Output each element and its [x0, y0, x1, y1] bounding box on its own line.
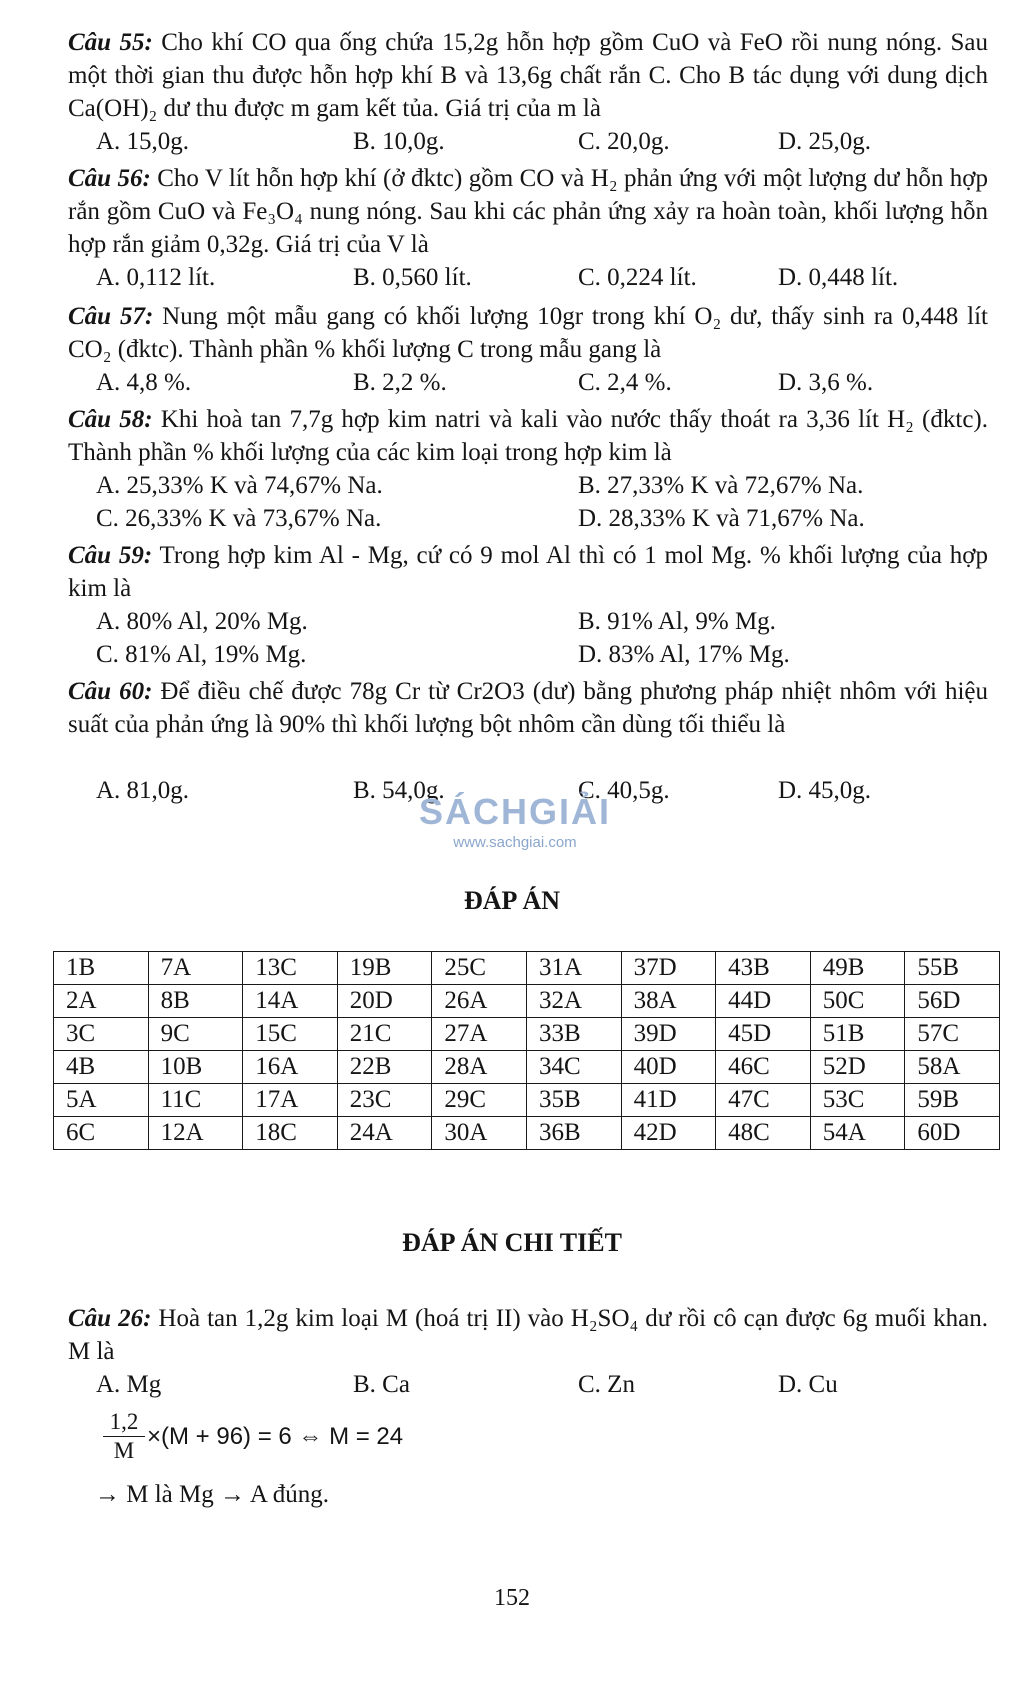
answer-cell: 22B [337, 1051, 432, 1084]
option-a: A. 0,112 lít. [96, 264, 216, 291]
answer-cell: 34C [526, 1051, 621, 1084]
answer-cell: 46C [716, 1051, 811, 1084]
answer-cell: 39D [621, 1018, 716, 1051]
question-label: Câu 56: [68, 165, 151, 192]
answer-cell: 29C [432, 1084, 527, 1117]
detail-options [68, 1368, 988, 1401]
option-d: D. 25,0g. [778, 128, 872, 155]
question-60 [68, 675, 988, 741]
option-c: C. Zn [578, 1371, 635, 1398]
question-text: Khi hoà tan 7,7g hợp kim natri và kali vào nước thấy thoát ra 3,36 lít H₂ (đktc). Thành phần % khối lượng của các kim loại trong hợp kim là [68, 406, 988, 466]
option-b: B. 27,33% K và 72,67% Na. [578, 472, 864, 499]
question-59-options-row2 [68, 638, 988, 671]
fraction-denominator: M [113, 1438, 135, 1463]
option-d: D. Cu [778, 1371, 838, 1398]
option-b: B. 10,0g. [353, 128, 445, 155]
answer-cell: 33B [526, 1018, 621, 1051]
option-a: A. 4,8 %. [96, 369, 192, 396]
answer-cell: 8B [148, 985, 243, 1018]
answer-cell: 6C [54, 1117, 149, 1150]
answer-cell: 14A [243, 985, 338, 1018]
question-58-options-row2 [68, 502, 988, 535]
answer-cell: 50C [810, 985, 905, 1018]
answer-cell: 51B [810, 1018, 905, 1051]
option-c: C. 26,33% K và 73,67% Na. [96, 505, 382, 532]
question-text: Cho V lít hỗn hợp khí (ở đktc) gồm CO và H₂ phản ứng với một lượng dư hỗn hợp rắn gồm CuO và Fe₃O₄ nung nóng. Sau khi các phản ứng xảy ra hoàn toàn, khối lượng hỗn hợp rắn giảm 0,32g. Giá trị của V là [68, 165, 988, 258]
answer-cell: 5A [54, 1084, 149, 1117]
fraction [103, 1408, 145, 1465]
option-c: C. 20,0g. [578, 128, 670, 155]
option-d: D. 0,448 lít. [778, 264, 899, 291]
option-a: A. 80% Al, 20% Mg. [96, 608, 308, 635]
option-b: B. 2,2 %. [353, 369, 447, 396]
answer-cell: 10B [148, 1051, 243, 1084]
answer-cell: 49B [810, 952, 905, 985]
question-text: Hoà tan 1,2g kim loại M (hoá trị II) vào H₂SO₄ dư rồi cô cạn được 6g muối khan. M là [68, 1305, 989, 1365]
answer-table [53, 951, 1000, 1150]
answer-cell: 40D [621, 1051, 716, 1084]
option-d: D. 45,0g. [778, 777, 872, 804]
answer-cell: 25C [432, 952, 527, 985]
answer-cell: 17A [243, 1084, 338, 1117]
option-d: D. 3,6 %. [778, 369, 874, 396]
answer-row [54, 1051, 1000, 1084]
answer-cell: 24A [337, 1117, 432, 1150]
detail-heading: ĐÁP ÁN CHI TIẾT [402, 1228, 622, 1257]
answer-cell: 4B [54, 1051, 149, 1084]
question-59 [68, 539, 988, 605]
option-b: B. Ca [353, 1371, 410, 1398]
answer-cell: 35B [526, 1084, 621, 1117]
answer-cell: 3C [54, 1018, 149, 1051]
answer-row [54, 1117, 1000, 1150]
option-d: D. 28,33% K và 71,67% Na. [578, 505, 865, 532]
answer-cell: 53C [810, 1084, 905, 1117]
answer-cell: 27A [432, 1018, 527, 1051]
question-55 [68, 26, 988, 125]
answer-cell: 18C [243, 1117, 338, 1150]
answer-cell: 26A [432, 985, 527, 1018]
question-58 [68, 403, 988, 469]
fraction-numerator: 1,2 [103, 1408, 145, 1437]
option-c: C. 40,5g. [578, 777, 670, 804]
option-a: A. 25,33% K và 74,67% Na. [96, 472, 383, 499]
option-c: C. 0,224 lít. [578, 264, 697, 291]
answer-cell: 47C [716, 1084, 811, 1117]
question-label: Câu 57: [68, 303, 154, 330]
question-55-options [68, 125, 988, 158]
answer-cell: 19B [337, 952, 432, 985]
question-59-options-row1 [68, 605, 988, 638]
option-a: A. 81,0g. [96, 777, 190, 804]
question-56 [68, 162, 988, 261]
question-58-options-row1 [68, 469, 988, 502]
answer-cell: 28A [432, 1051, 527, 1084]
answer-cell: 37D [621, 952, 716, 985]
answer-cell: 21C [337, 1018, 432, 1051]
answer-cell: 12A [148, 1117, 243, 1150]
answer-cell: 59B [905, 1084, 1000, 1117]
answer-cell: 20D [337, 985, 432, 1018]
answer-cell: 36B [526, 1117, 621, 1150]
watermark [410, 790, 620, 880]
answer-cell: 2A [54, 985, 149, 1018]
answer-cell: 38A [621, 985, 716, 1018]
answer-row [54, 1084, 1000, 1117]
answer-row [54, 985, 1000, 1018]
answer-cell: 16A [243, 1051, 338, 1084]
answer-cell: 44D [716, 985, 811, 1018]
answer-cell: 58A [905, 1051, 1000, 1084]
option-d: D. 83% Al, 17% Mg. [578, 641, 790, 668]
answer-cell: 57C [905, 1018, 1000, 1051]
option-b: B. 91% Al, 9% Mg. [578, 608, 776, 635]
answer-cell: 54A [810, 1117, 905, 1150]
answer-cell: 9C [148, 1018, 243, 1051]
answer-cell: 15C [243, 1018, 338, 1051]
answer-cell: 32A [526, 985, 621, 1018]
answer-cell: 41D [621, 1084, 716, 1117]
detail-question-26 [68, 1302, 988, 1368]
answer-cell: 56D [905, 985, 1000, 1018]
option-c: C. 81% Al, 19% Mg. [96, 641, 307, 668]
answer-cell: 42D [621, 1117, 716, 1150]
option-c: C. 2,4 %. [578, 369, 672, 396]
answer-row [54, 1018, 1000, 1051]
question-text: Trong hợp kim Al - Mg, cứ có 9 mol Al thì có 1 mol Mg. % khối lượng của hợp kim là [68, 542, 988, 602]
question-label: Câu 58: [68, 406, 153, 433]
answer-cell: 1B [54, 952, 149, 985]
answer-cell: 48C [716, 1117, 811, 1150]
answer-cell: 13C [243, 952, 338, 985]
formula-rest: ×(M + 96) = 6 ⇔ M = 24 [147, 1423, 404, 1450]
answer-cell: 45D [716, 1018, 811, 1051]
answer-cell: 55B [905, 952, 1000, 985]
option-a: A. 15,0g. [96, 128, 190, 155]
option-b: B. 0,560 lít. [353, 264, 472, 291]
question-label: Câu 26: [68, 1305, 152, 1332]
answer-cell: 11C [148, 1084, 243, 1117]
watermark-logo: SÁCHGIẢI [418, 791, 611, 832]
question-label: Câu 59: [68, 542, 153, 569]
answer-cell: 31A [526, 952, 621, 985]
question-56-options [68, 261, 988, 294]
watermark-url: www.sachgiai.com [453, 834, 577, 851]
option-a: A. Mg [96, 1371, 162, 1398]
answer-cell: 60D [905, 1117, 1000, 1150]
solution-conclusion: → M là Mg → A đúng. [95, 1481, 330, 1508]
answer-heading: ĐÁP ÁN [463, 886, 561, 915]
answer-cell: 7A [148, 952, 243, 985]
option-b: B. 54,0g. [353, 777, 445, 804]
answer-cell: 30A [432, 1117, 527, 1150]
question-57 [68, 300, 988, 366]
answer-cell: 43B [716, 952, 811, 985]
question-text: Cho khí CO qua ống chứa 15,2g hỗn hợp gồm CuO và FeO rồi nung nóng. Sau một thời gian thu được hỗn hợp khí B và 13,6g chất rắn C. Cho B tác dụng với dung dịch Ca(OH)₂ dư thu được m gam kết tủa. Giá trị của m là [68, 29, 988, 122]
answer-row [54, 952, 1000, 985]
page-number: 152 [494, 1585, 530, 1611]
question-text: Để điều chế được 78g Cr từ Cr2O3 (dư) bằng phương pháp nhiệt nhôm với hiệu suất của phản ứng là 90% thì khối lượng bột nhôm cần dùng tối thiểu là [68, 678, 988, 738]
answer-cell: 23C [337, 1084, 432, 1117]
question-57-options [68, 366, 988, 399]
question-text: Nung một mẫu gang có khối lượng 10gr trong khí O₂ dư, thấy sinh ra 0,448 lít CO₂ (đktc). Thành phần % khối lượng C trong mẫu gang là [68, 303, 988, 363]
answer-cell: 52D [810, 1051, 905, 1084]
question-label: Câu 55: [68, 29, 153, 56]
question-label: Câu 60: [68, 678, 153, 705]
